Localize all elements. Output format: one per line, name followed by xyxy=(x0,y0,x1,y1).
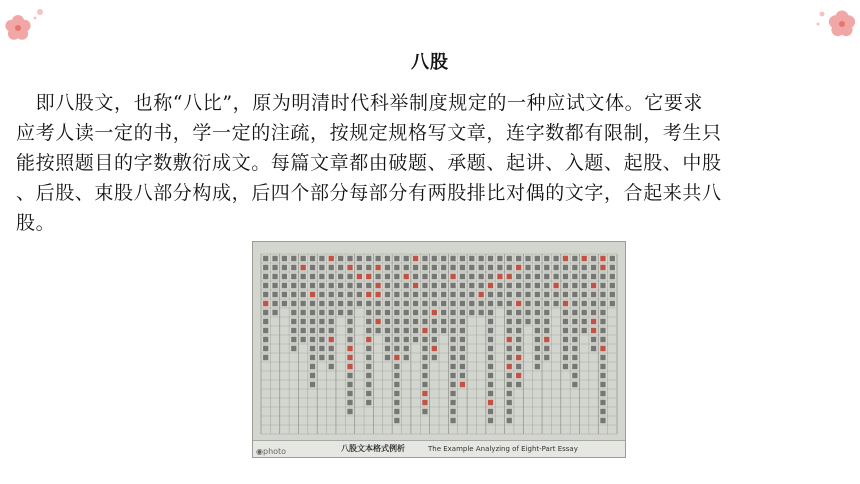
photo-caption-english: The Example Analyzing of Eight-Part Essay xyxy=(428,445,578,453)
paragraph-line: 应考人读一定的书，学一定的注疏，按规定规格写文章，连字数都有限制，考生只 xyxy=(16,122,722,144)
essay-sheet-image xyxy=(253,242,625,441)
paragraph-line: 、后股、束股八部分构成，后四个部分每部分有两股排比对偶的文字，合起来共八 xyxy=(16,182,722,204)
blossom-icon xyxy=(829,11,855,37)
paragraph-line: 能按照题目的字数敷衍成文。每篇文章都由破题、承题、起讲、入题、起股、中股 xyxy=(16,152,722,174)
cherry-blossom-right-decoration xyxy=(808,4,860,44)
blossom-icon xyxy=(5,15,30,40)
paragraph-line: 股。 xyxy=(16,212,56,234)
cherry-blossom-left-decoration xyxy=(2,4,50,44)
eight-part-essay-photo xyxy=(253,242,625,457)
photo-caption-chinese: 八股文本格式例析 xyxy=(341,444,405,453)
photo-caption-bar xyxy=(253,440,625,457)
page-title: 八股 xyxy=(411,52,449,73)
photo-watermark: ◉photo xyxy=(256,447,287,456)
body-paragraph xyxy=(16,88,846,238)
paragraph-line: 即八股文，也称“八比”，原为明清时代科举制度规定的一种应试文体。它要求 xyxy=(16,92,704,114)
